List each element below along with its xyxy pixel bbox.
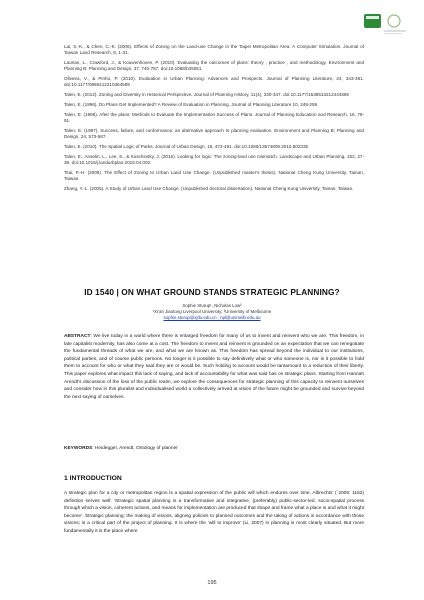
conference-logo-icon (364, 12, 408, 36)
reference-item: Talen, E. (1997). Success, failure, and conformance: an alternative approach to planning evaluation. Environment and Planning B: Planning and Design, 24, 573-587. (64, 128, 364, 139)
author-names: Sophie Sturup¹, Nicholas Low² (182, 303, 242, 308)
page-number: 195 (207, 580, 217, 586)
introduction-paragraph: A strategic plan for a city or metropolitan region is a spatial expression of the public will which endures over time. Albrechts’ ( 2006: 1152) definition serves well: ‘Strategic spatial planning is a transformative and integrative, (preferably) public-sector-led, socio-spatial process through which a vision, coherent actions, and means for implementation are produced that shape and frame what a place is and what it might become’. Strategic planning: the making of visions, aligning policies to planned outcomes and the taking of actions in accordance with those visions; is a critical part of the project of planning. It is where the ‘will to improve’ (Li, 2007) in planning is most clearly situated. But more fundamentally it is the place where (64, 491, 364, 534)
reference-item: Talen, E. (1996). After the plans: Methods to Evaluate the Implementation Success of Plans. Journal of Planning Education and Research, 16, 79-91. (64, 112, 364, 123)
section-heading: 1 INTRODUCTION (64, 475, 122, 482)
author-block (64, 303, 360, 321)
reference-item: Oliveira, V., & Pinho, P. (2010). Evaluation in Urban Planning: Advances and Prospects. Journal of Planning Literature, 24, 343-361. doi:10.1177/0885412210364589 (64, 76, 364, 87)
reference-item: Talen, E. (2012). Zoning and Diversity in Historical Perspective. Journal of Planning History, 11(4), 330-347. doi:10.1177/1538513212444566 (64, 92, 349, 97)
keywords-label: KEYWORDS (64, 446, 93, 451)
keywords (64, 446, 364, 451)
paper-title: ID 1540 | ON WHAT GROUND STANDS STRATEGIC PLANNING? (84, 287, 340, 297)
reference-item: Zhang, Y.-L. (2005). A Study of Urban Land Use Change. (Unpublished doctoral dissertation), National Cheng Kung University, Tainan, Taiwan. (64, 186, 354, 191)
abstract (64, 333, 364, 401)
conference-logo (364, 12, 408, 36)
author-emails[interactable]: sophie.sturup@xjtlu.edu.cn ; npl@unimelb.edu.au (163, 315, 261, 320)
reference-item: Talen, E., Anselin, L., Lee, S., & Koschinsky, J. (2016). Looking for logic: The zoning-land use mismatch. Landscape and Urban Planning, 152, 27-38. doi:10.1016/j.landurbplan.2016.04.002 (64, 154, 364, 165)
abstract-text: : We live today in a world where there is enlarged freedom for many of us to invent and reinvent who we are. This freedom, in late capitalist modernity, has also come at a cost. The freedom to invent and reinvent is grounded on an expectation that we can renegotiate the fundamental threads of what we are, and what we are known as. This freedom has spread beyond the individual to our institutions, political parties, and of course public persons. No longer is it possible to say definitively what or who someone is, nor is it possible to hold them to account for who or what they said they are or would be. Such holding to account would be tantamount to a reduction of their liberty. This paper explores what impact this lack of saying, and lack of accountability for what was said has on strategic plans. Starting from Hannah Arendt’s discussion of the loss of the public realm, we explore the consequences for strategic planning of this capacity to reinvent ourselves and consider how in this pluralist and individualised world a collectively arrived at vision of the future might be grounded and survive beyond the next saying of ourselves. (64, 334, 364, 400)
keywords-text: : Heidegger, Arendt, Ontology of planner (92, 446, 178, 451)
abstract-label: ABSTRACT (64, 334, 91, 339)
reference-item: Tsai, P.-H. (2009). The Effect of Zoning to Urban Land Use Change. (Unpublished master's thesis). National Cheng Kung University, Tainan, Taiwan. (64, 170, 364, 181)
reference-item: Laurian, L., Crawford, J., & Kouwenhoven, P. (2010). Evaluating the outcomes of plans: theory , practice , and methodology. Environment and Planning B: Planning and Design, 37, 740-757. doi:10.1068/b35051 (64, 60, 364, 71)
reference-item: Lai, S.-K., & Chen, C.-K. (2006). Effects of Zoning on the Land-use Change in the Taipei Metropolitan Area: A Computer Simulation. Journal of Taiwan Land Research, 9, 1-31. (64, 44, 364, 55)
reference-item: Talen, E. (1996). Do Plans Get Implemented? A Review of Evaluation in Planning. Journal of Planning Literature 10, 248-259. (64, 102, 319, 107)
reference-list (64, 44, 364, 196)
author-affiliations: ¹Xi’an Jiaotong Liverpool University; ²University of Melbourne (152, 309, 272, 314)
reference-item: Talen, E. (2010). The Spatial Logic of Parks. Journal of Urban Design, 15, 473-491. doi:10.1080/13574809.2010.502335 (64, 144, 309, 149)
